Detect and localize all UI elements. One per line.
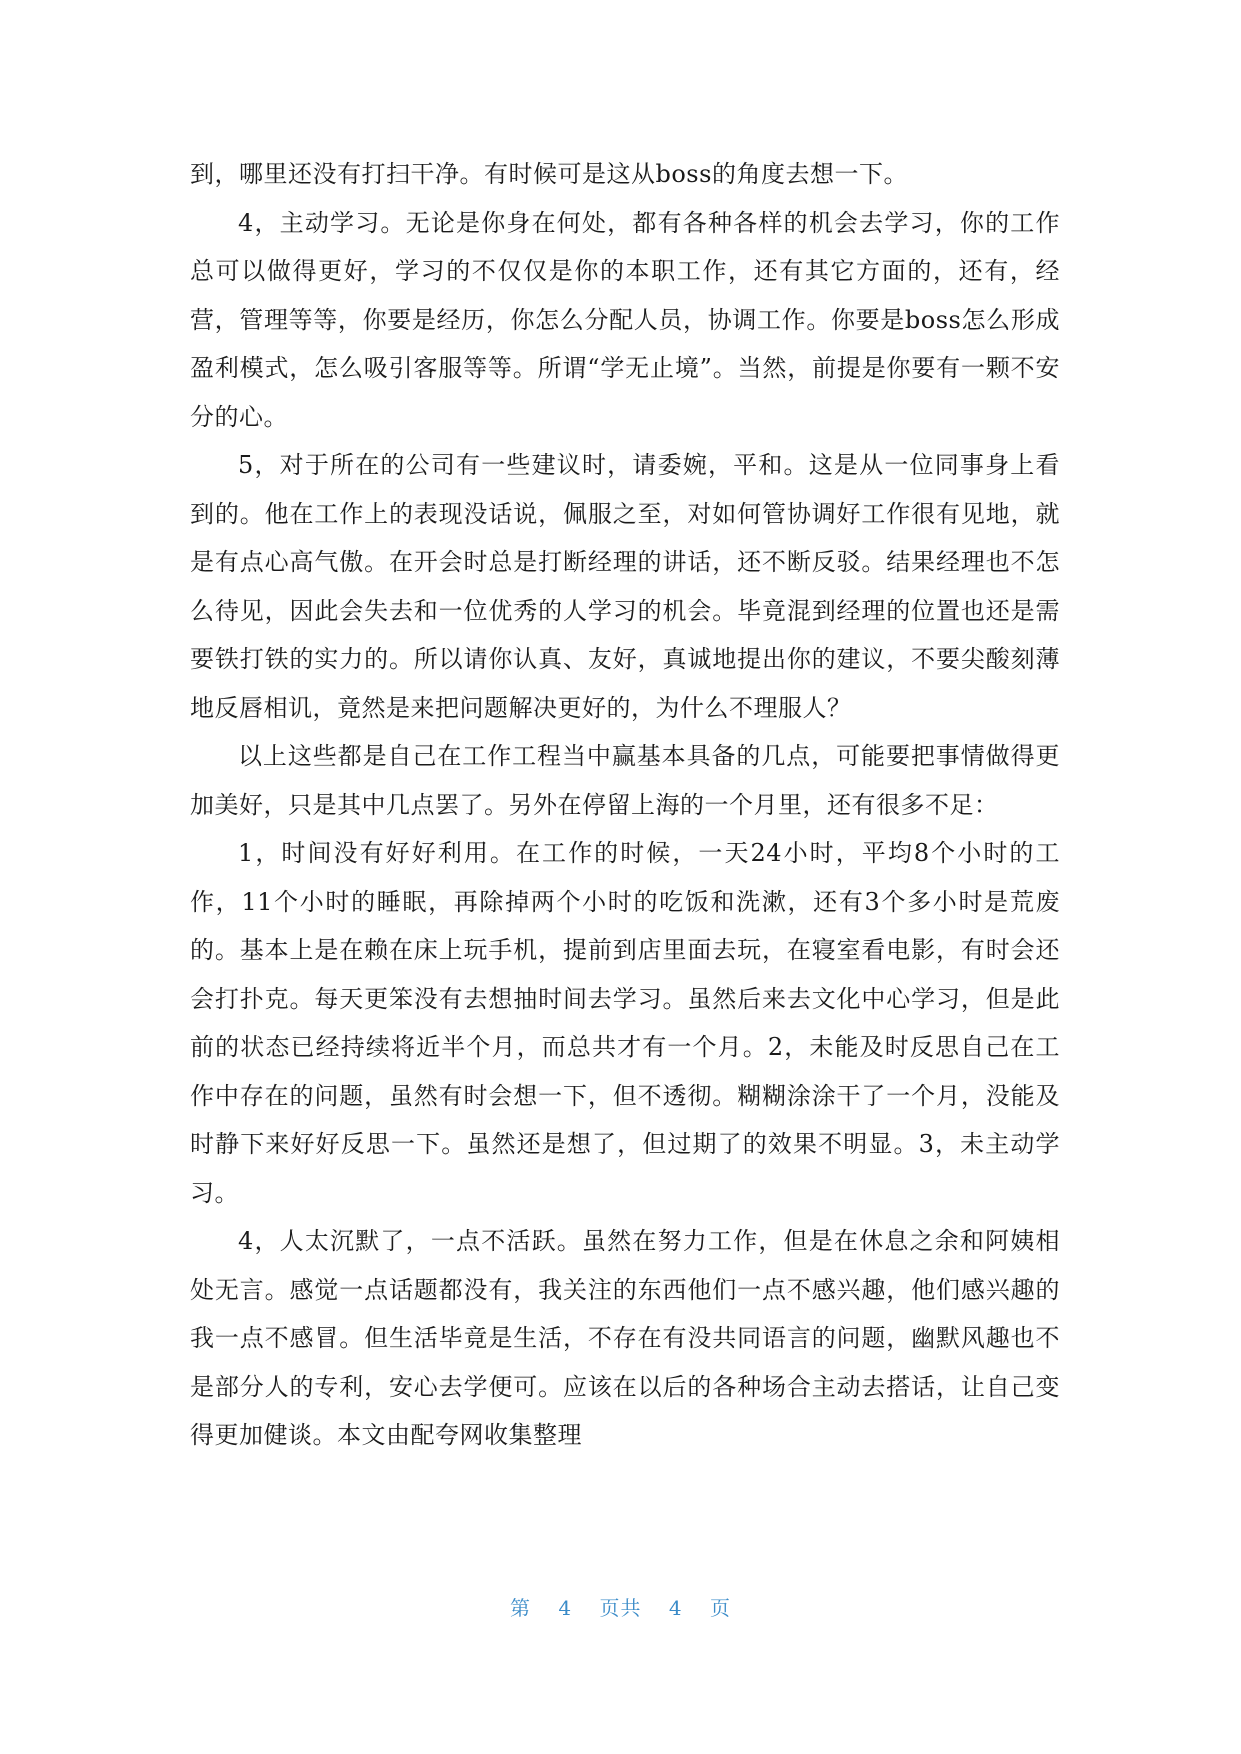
paragraph-item-4-active-learning: 4，主动学习。无论是你身在何处，都有各种各样的机会去学习，你的工作总可以做得更好，学习的不仅仅是你的本职工作，还有其它方面的，还有，经营，管理等等，你要是经历，你怎么分配人员，协调工作。你要是boss怎么形成盈利模式，怎么吸引客服等等。所谓“学无止境”。当然，前提是你要有一颗不安分的心。 (190, 208, 1060, 431)
footer-middle: 页共 (599, 1596, 642, 1620)
footer-suffix: 页 (709, 1596, 731, 1620)
paragraph-summary: 以上这些都是自己在工作工程当中赢基本具备的几点，可能要把事情做得更加美好，只是其中几点罢了。另外在停留上海的一个月里，还有很多不足： (190, 742, 1060, 819)
footer-current-page: 4 (558, 1596, 573, 1620)
paragraph-shortcoming-1: 1，时间没有好好利用。在工作的时候，一天24小时，平均8个小时的工作，11个小时的睡眠，再除掉两个小时的吃饭和洗漱，还有3个多小时是荒废的。基本上是在赖在床上玩手机，提前到店里面去玩，在寝室看电影，有时会还会打扑克。每天更笨没有去想抽时间去学习。虽然后来去文化中心学习，但是此前的状态已经持续将近半个月，而总共才有一个月。2，未能及时反思自己在工作中存在的问题，虽然有时会想一下，但不透彻。糊糊涂涂干了一个月，没能及时静下来好好反思一下。虽然还是想了，但过期了的效果不明显。3，未主动学习。 (190, 839, 1060, 1207)
page-footer (0, 1592, 1241, 1621)
footer-prefix: 第 (510, 1596, 532, 1620)
footer-total-pages: 4 (668, 1596, 683, 1620)
paragraph-shortcoming-4: 4，人太沉默了，一点不活跃。虽然在努力工作，但是在休息之余和阿姨相处无言。感觉一点话题都没有，我关注的东西他们一点不感兴趣，他们感兴趣的我一点不感冒。但生活毕竟是生活，不存在有没共同语言的问题，幽默风趣也不是部分人的专利，安心去学便可。应该在以后的各种场合主动去搭话，让自己变得更加健谈。本文由配夸网收集整理 (190, 1227, 1060, 1449)
document-body (190, 150, 1060, 1460)
paragraph-item-5-suggestions: 5，对于所在的公司有一些建议时，请委婉，平和。这是从一位同事身上看到的。他在工作上的表现没话说，佩服之至，对如何管协调好工作很有见地，就是有点心高气傲。在开会时总是打断经理的讲话，还不断反驳。结果经理也不怎么待见，因此会失去和一位优秀的人学习的机会。毕竟混到经理的位置也还是需要铁打铁的实力的。所以请你认真、友好，真诚地提出你的建议，不要尖酸刻薄地反唇相讥，竟然是来把问题解决更好的，为什么不理服人？ (190, 451, 1060, 722)
paragraph-continuation: 到，哪里还没有打扫干净。有时候可是这从boss的角度去想一下。 (190, 160, 908, 188)
